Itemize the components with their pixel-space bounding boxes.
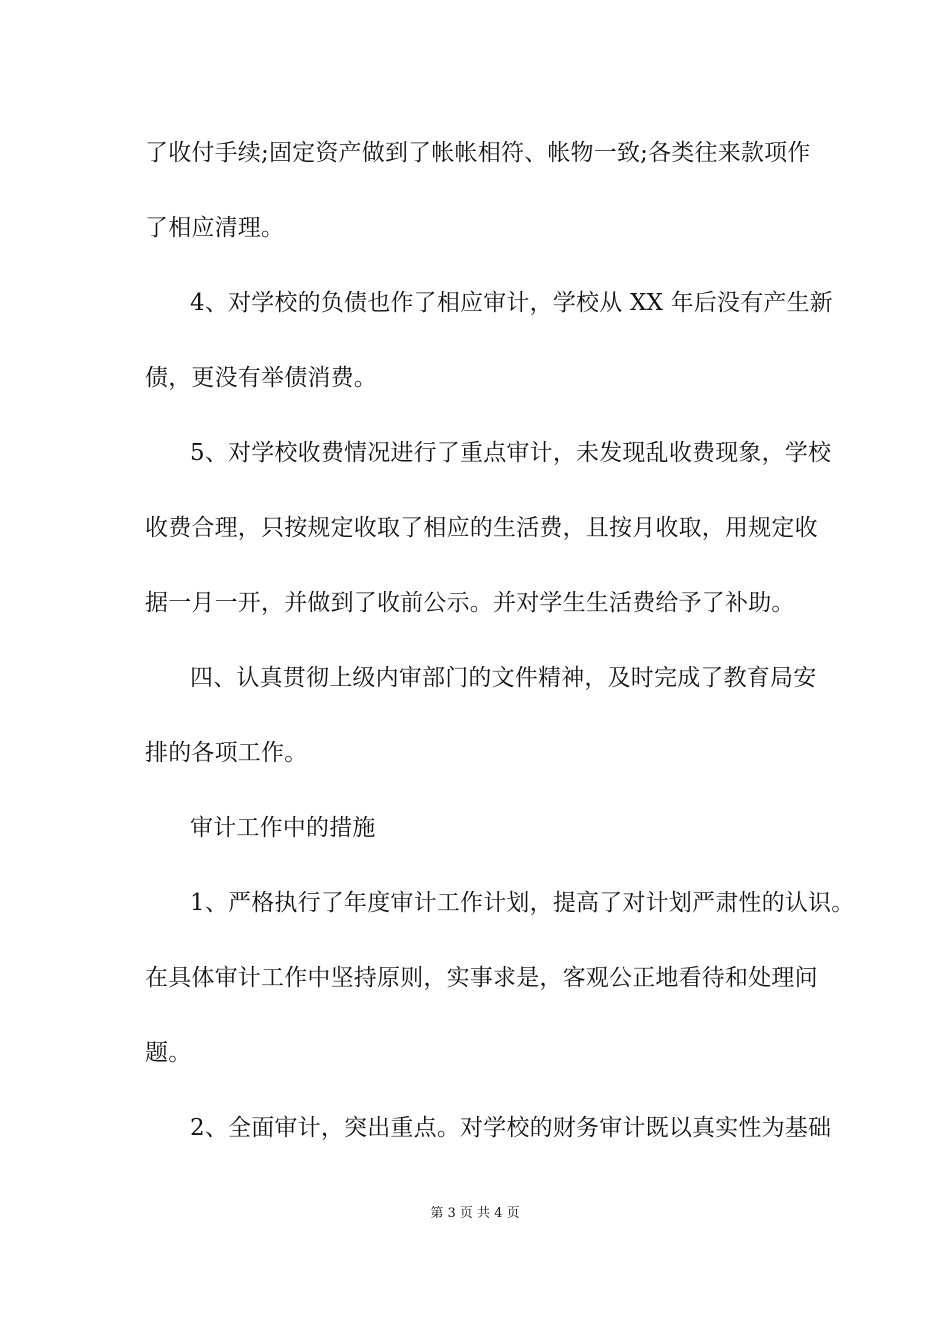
- paragraph-line: 据一月一开，并做到了收前公示。并对学生生活费给予了补助。: [145, 590, 795, 616]
- paragraph-line: 5、对学校收费情况进行了重点审计，未发现乱收费现象，学校: [190, 440, 832, 466]
- paragraph-line: 收费合理，只按规定收取了相应的生活费，且按月收取，用规定收: [145, 515, 818, 541]
- paragraph-line: 1、严格执行了年度审计工作计划，提高了对计划严肃性的认识。: [190, 890, 855, 916]
- paragraph-line: 了收付手续;固定资产做到了帐帐相符、帐物一致;各类往来款项作: [145, 140, 811, 166]
- paragraph-line: 4、对学校的负债也作了相应审计，学校从 XX 年后没有产生新: [190, 290, 834, 316]
- paragraph-line: 在具体审计工作中坚持原则，实事求是，客观公正地看待和处理问: [145, 965, 818, 991]
- paragraph-line: 排的各项工作。: [145, 740, 308, 766]
- section-heading: 审计工作中的措施: [190, 815, 376, 841]
- paragraph-line: 题。: [145, 1040, 192, 1066]
- page-number-footer: 第 3 页 共 4 页: [430, 1206, 520, 1221]
- paragraph-line: 2、全面审计，突出重点。对学校的财务审计既以真实性为基础: [190, 1115, 832, 1141]
- paragraph-line: 债，更没有举债消费。: [145, 365, 377, 391]
- paragraph-line: 四、认真贯彻上级内审部门的文件精神，及时完成了教育局安: [190, 665, 817, 691]
- paragraph-line: 了相应清理。: [145, 215, 285, 241]
